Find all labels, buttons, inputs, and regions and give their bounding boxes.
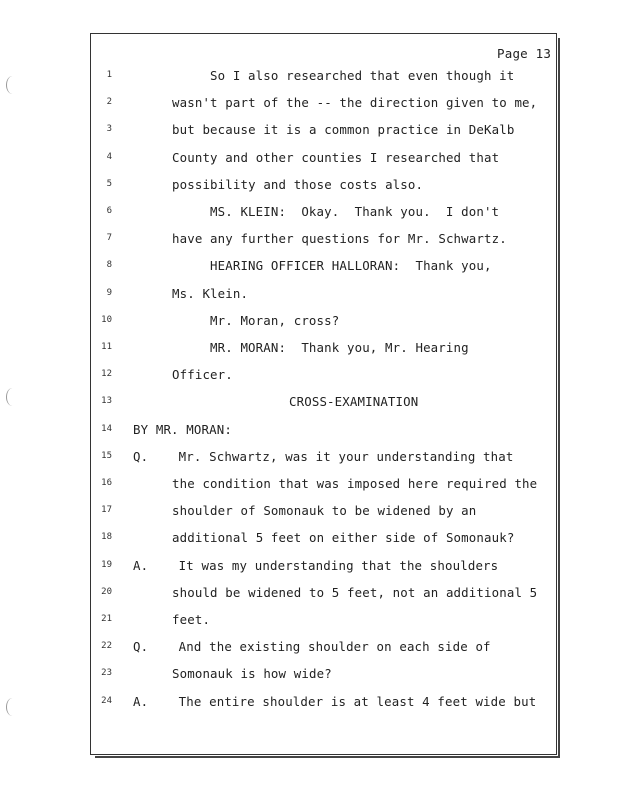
transcript-line: MR. MORAN: Thank you, Mr. Hearing bbox=[210, 340, 469, 355]
transcript-line: wasn't part of the -- the direction given to me, bbox=[172, 95, 538, 111]
line-number: 5 bbox=[106, 178, 112, 189]
transcript-line: BY MR. MORAN: bbox=[133, 421, 232, 437]
transcript-line: Mr. Moran, cross? bbox=[210, 312, 340, 328]
transcript-line: Q. And the existing shoulder on each side of bbox=[133, 639, 491, 655]
transcript-line: but because it is a common practice in DeKalb bbox=[172, 122, 515, 138]
transcript-line: Officer. bbox=[172, 367, 233, 383]
line-number: 3 bbox=[106, 124, 112, 135]
line-number: 9 bbox=[106, 287, 112, 298]
line-number: 7 bbox=[106, 233, 112, 244]
page-number: Page 13 bbox=[497, 46, 552, 61]
line-number: 21 bbox=[101, 614, 112, 624]
line-number: 22 bbox=[101, 641, 112, 652]
transcript-line: A. The entire shoulder is at least 4 feet wide but bbox=[133, 693, 537, 709]
line-number: 6 bbox=[106, 206, 112, 216]
binder-hole-mark bbox=[6, 388, 19, 406]
line-number: 14 bbox=[101, 423, 112, 434]
line-number: 18 bbox=[101, 532, 112, 543]
line-number: 23 bbox=[101, 668, 112, 679]
line-number: 4 bbox=[106, 151, 112, 162]
transcript-line: Ms. Klein. bbox=[172, 285, 249, 301]
transcript-line: Q. Mr. Schwartz, was it your understanding that bbox=[133, 448, 514, 464]
transcript-line: additional 5 feet on either side of Somonauk? bbox=[172, 530, 515, 546]
binder-hole-mark bbox=[6, 76, 19, 94]
line-number: 12 bbox=[101, 369, 112, 380]
line-number: 19 bbox=[101, 559, 112, 570]
line-number: 13 bbox=[101, 396, 112, 407]
line-number: 17 bbox=[101, 505, 112, 516]
transcript-line: feet. bbox=[172, 612, 211, 627]
transcript-line: A. It was my understanding that the shoulders bbox=[133, 557, 499, 573]
transcript-line: So I also researched that even though it bbox=[210, 68, 515, 83]
binder-hole-mark bbox=[6, 698, 19, 716]
transcript-line: shoulder of Somonauk to be widened by an bbox=[172, 503, 477, 519]
transcript-line: possibility and those costs also. bbox=[172, 176, 424, 192]
line-number: 15 bbox=[101, 450, 112, 461]
transcript-line: County and other counties I researched that bbox=[172, 149, 500, 165]
line-number: 10 bbox=[101, 314, 112, 325]
line-number: 11 bbox=[101, 342, 112, 352]
line-number: 8 bbox=[106, 260, 112, 271]
transcript-line: have any further questions for Mr. Schwartz. bbox=[172, 231, 507, 247]
line-number: 20 bbox=[101, 586, 112, 597]
transcript-line: should be widened to 5 feet, not an additional 5 bbox=[172, 584, 538, 600]
transcript-line: Somonauk is how wide? bbox=[172, 666, 332, 682]
transcript-line: the condition that was imposed here required the bbox=[172, 476, 538, 491]
line-number: 2 bbox=[106, 97, 112, 108]
line-number: 24 bbox=[101, 695, 112, 706]
transcript-line: HEARING OFFICER HALLORAN: Thank you, bbox=[210, 258, 492, 274]
transcript-line: CROSS-EXAMINATION bbox=[289, 394, 419, 410]
line-number: 16 bbox=[101, 478, 112, 488]
transcript-line: MS. KLEIN: Okay. Thank you. I don't bbox=[210, 204, 500, 219]
line-number: 1 bbox=[106, 70, 112, 80]
